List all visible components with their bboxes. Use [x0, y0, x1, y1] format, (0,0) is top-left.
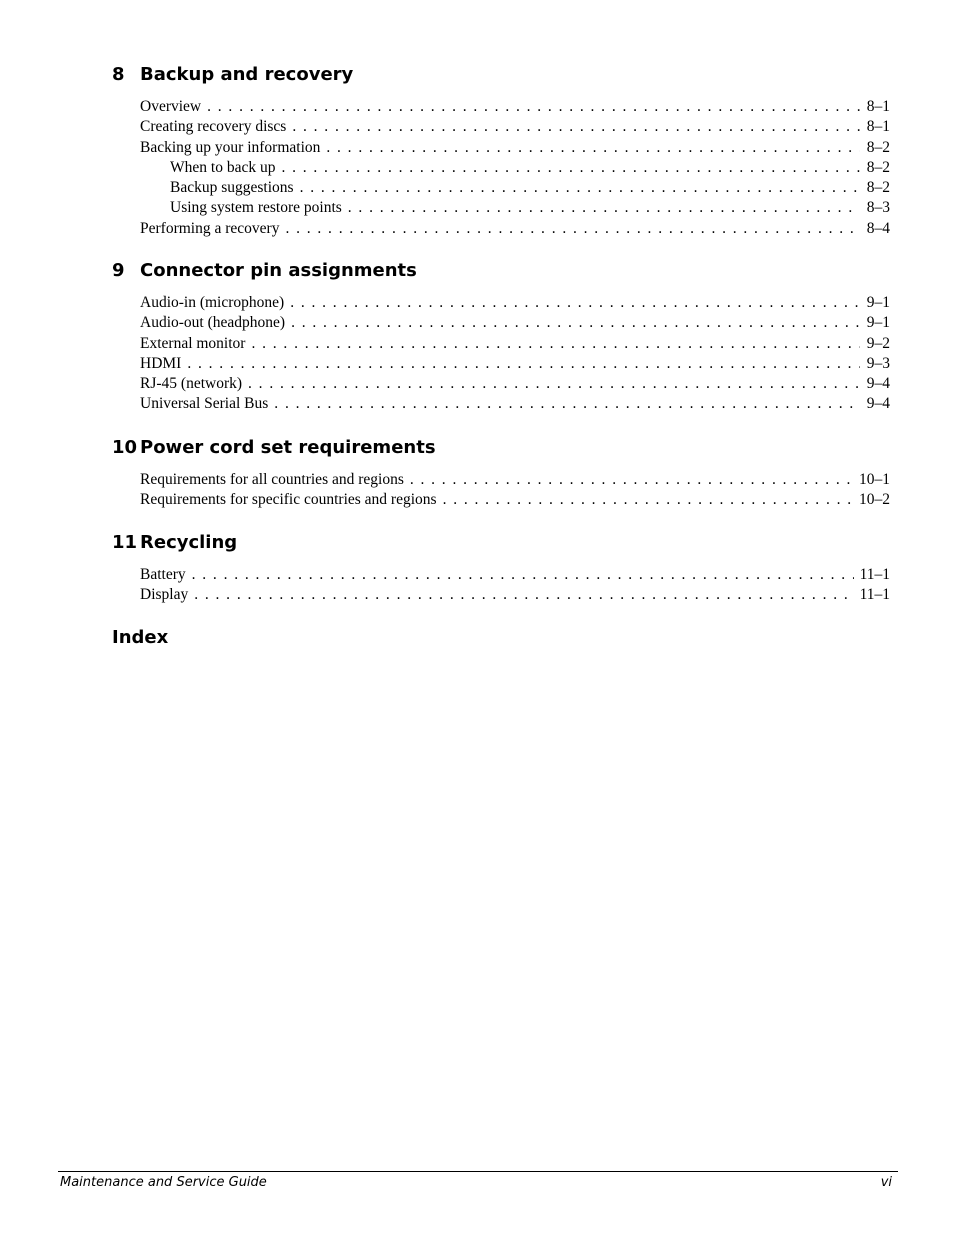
chapter-number: 8	[112, 64, 125, 85]
dot-leader	[348, 198, 860, 218]
toc-entry-page[interactable]: 8–1	[866, 118, 890, 136]
toc-entry[interactable]	[112, 97, 890, 117]
toc-subentry[interactable]	[112, 198, 890, 218]
dot-leader	[248, 374, 860, 394]
toc-entry-label[interactable]: Backup suggestions	[170, 179, 294, 197]
chapter-title[interactable]: Recycling	[140, 532, 238, 553]
toc-entry[interactable]	[112, 354, 890, 374]
toc-entry-page[interactable]: 8–1	[866, 98, 890, 115]
toc-entry[interactable]	[112, 394, 890, 414]
toc-entry-page[interactable]: 9–1	[866, 314, 890, 332]
toc-entry[interactable]	[112, 313, 890, 333]
chapter-number: 10	[112, 437, 138, 458]
chapter-number: 11	[112, 532, 138, 553]
dot-leader	[207, 97, 860, 117]
toc-entry[interactable]	[112, 117, 890, 137]
chapter-title[interactable]: Backup and recovery	[140, 64, 354, 85]
dot-leader	[290, 293, 860, 313]
chapter-title[interactable]: Power cord set requirements	[140, 437, 436, 458]
toc-entry-page[interactable]: 9–4	[866, 375, 890, 393]
toc-entry[interactable]	[112, 585, 890, 605]
dot-leader	[251, 334, 860, 354]
toc-entry[interactable]	[112, 565, 890, 585]
toc-entry-label[interactable]: Creating recovery discs	[140, 118, 287, 136]
toc-entry-page[interactable]: 9–1	[866, 294, 890, 311]
dot-leader	[300, 178, 860, 198]
chapter-number: 9	[112, 260, 125, 281]
toc-subentry[interactable]	[112, 178, 890, 198]
toc-entry-page[interactable]: 8–2	[866, 179, 890, 197]
toc-entry-page[interactable]: 8–2	[866, 138, 890, 156]
toc-entry-label[interactable]: Performing a recovery	[140, 219, 280, 237]
toc-entry-label[interactable]: Overview	[140, 98, 202, 115]
toc-entry-page[interactable]: 9–3	[866, 354, 890, 372]
chapter-heading	[112, 531, 890, 555]
dot-leader	[285, 219, 860, 239]
toc-entry[interactable]	[112, 334, 890, 354]
toc-entry-label[interactable]: Using system restore points	[170, 199, 342, 217]
toc-entry-label[interactable]: Backing up your information	[140, 138, 321, 156]
toc-entry[interactable]	[112, 138, 890, 158]
dot-leader	[292, 117, 860, 137]
toc-entry-label[interactable]: External monitor	[140, 334, 246, 352]
dot-leader	[194, 585, 853, 605]
toc-entry-page[interactable]: 8–3	[866, 199, 890, 217]
toc-entry-label[interactable]: Display	[140, 586, 189, 604]
dot-leader	[443, 490, 853, 510]
toc-entry[interactable]	[112, 490, 890, 510]
toc-entry-label[interactable]: HDMI	[140, 354, 182, 372]
toc-chapter-11	[112, 531, 890, 606]
toc-entry-label[interactable]: Audio-in (microphone)	[140, 294, 285, 311]
index-heading[interactable]: Index	[112, 627, 169, 648]
dot-leader	[281, 158, 860, 178]
footer-divider	[58, 1171, 898, 1172]
chapter-heading	[112, 63, 890, 87]
toc-entry-page[interactable]: 9–2	[866, 334, 890, 352]
toc-entry-page[interactable]: 11–1	[859, 566, 890, 583]
chapter-heading	[112, 259, 890, 283]
toc-entry-label[interactable]: Audio-out (headphone)	[140, 314, 286, 332]
toc-entry-label[interactable]: Requirements for specific countries and regions	[140, 491, 437, 509]
chapter-title[interactable]: Connector pin assignments	[140, 260, 417, 281]
footer-title: Maintenance and Service Guide	[60, 1175, 267, 1190]
toc-entry-page[interactable]: 8–2	[866, 158, 890, 176]
footer-page-number: vi	[880, 1175, 892, 1190]
toc-entry-label[interactable]: Battery	[140, 566, 186, 583]
dot-leader	[274, 394, 860, 414]
toc-entry-page[interactable]: 8–4	[866, 219, 890, 237]
toc-subentry[interactable]	[112, 158, 890, 178]
dot-leader	[192, 565, 854, 585]
toc-entry-label[interactable]: RJ-45 (network)	[140, 375, 243, 393]
dot-leader	[291, 313, 860, 333]
toc-entry[interactable]	[112, 219, 890, 239]
toc-chapter-9	[112, 259, 890, 415]
toc-chapter-10	[112, 436, 890, 511]
dot-leader	[410, 470, 853, 490]
toc-entry[interactable]	[112, 293, 890, 313]
toc-chapter-8	[112, 63, 890, 239]
toc-entry-label[interactable]: When to back up	[170, 158, 276, 176]
dot-leader	[326, 138, 860, 158]
toc-entry-page[interactable]: 10–1	[859, 471, 890, 488]
dot-leader	[187, 354, 860, 374]
toc-entry-page[interactable]: 9–4	[866, 395, 890, 413]
toc-entry-label[interactable]: Universal Serial Bus	[140, 395, 269, 413]
toc-entry-label[interactable]: Requirements for all countries and regions	[140, 471, 404, 488]
toc-entry[interactable]	[112, 374, 890, 394]
toc-entry[interactable]	[112, 470, 890, 490]
toc-entry-page[interactable]: 10–2	[859, 491, 890, 509]
toc-entry-page[interactable]: 11–1	[859, 586, 890, 604]
chapter-heading	[112, 436, 890, 460]
